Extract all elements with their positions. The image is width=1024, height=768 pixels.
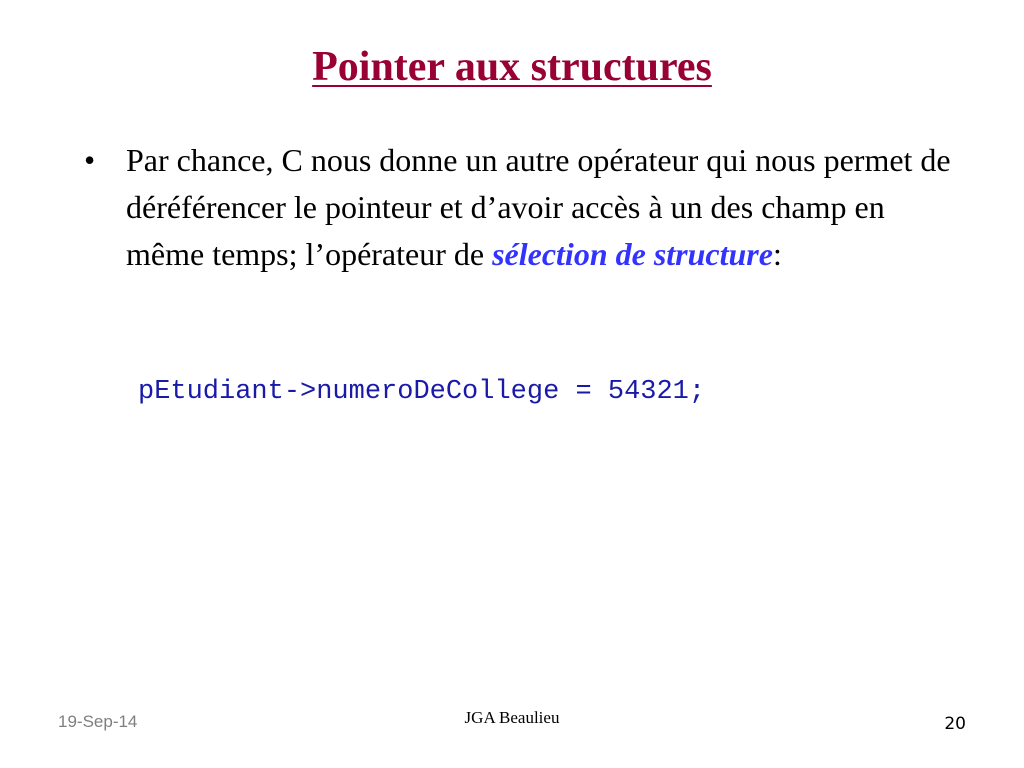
slide-title: Pointer aux structures [312, 44, 712, 90]
bullet-text-colon: : [772, 236, 782, 272]
page-number: 20 [944, 714, 966, 734]
emphasis-term: sélection de structure [492, 236, 773, 272]
code-example: pEtudiant->numeroDeCollege = 54321; [138, 377, 706, 407]
bullet-text-main: Par chance, C nous donne un autre opérateur qui nous permet de déréférencer le pointeur et d’avoir accès à un des champ en même temps; l’opérateur de [126, 142, 951, 272]
bullet-text [126, 137, 956, 278]
footer-author: JGA Beaulieu [464, 708, 560, 727]
footer-date: 19-Sep-14 [58, 712, 138, 731]
bullet-marker: • [84, 142, 96, 178]
